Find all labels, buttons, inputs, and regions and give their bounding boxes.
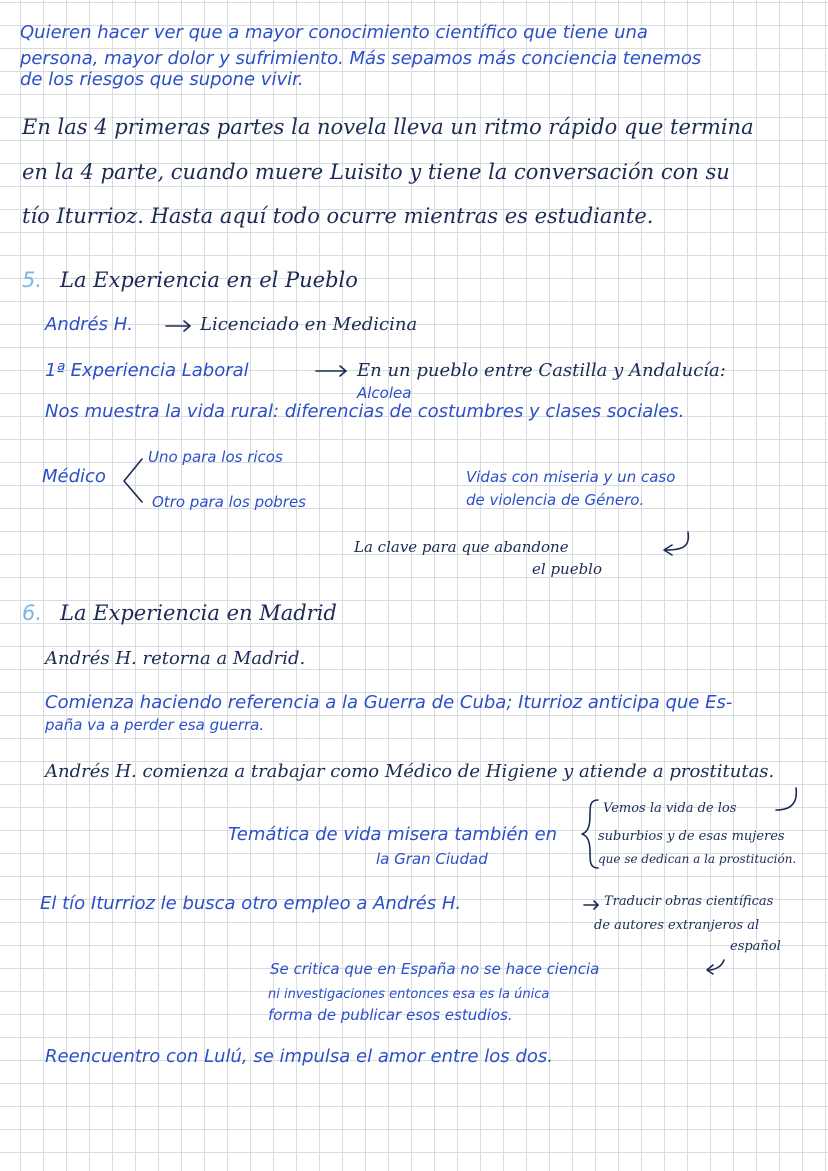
medico-ricos: Uno para los ricos: [148, 448, 283, 466]
section-5-title: La Experiencia en el Pueblo: [60, 268, 358, 292]
arrow-right-icon: [166, 321, 190, 331]
clave-line-1: La clave para que abandone: [354, 538, 569, 556]
summary-line-3: tío Iturrioz. Hasta aquí todo ocurre mientras es estudiante.: [22, 204, 654, 228]
tematica-line-2: la Gran Ciudad: [376, 850, 488, 868]
critica-line-3: forma de publicar esos estudios.: [268, 1006, 513, 1024]
rural-life-text: Nos muestra la vida rural: diferencias de costumbres y clases sociales.: [45, 401, 685, 422]
vemos-line-2: suburbios y de esas mujeres: [598, 829, 785, 844]
summary-line-1: En las 4 primeras partes la novela lleva un ritmo rápido que termina: [22, 115, 754, 139]
medico-label: Médico: [42, 466, 106, 487]
traducir-line-2: de autores extranjeros al: [594, 918, 760, 933]
intro-line-1: Quieren hacer ver que a mayor conocimiento científico que tiene una: [20, 22, 648, 43]
arrow-right-icon: [316, 366, 346, 376]
miseria-line-2: de violencia de Género.: [466, 491, 645, 509]
reencuentro-text: Reencuentro con Lulú, se impulsa el amor entre los dos.: [45, 1046, 553, 1067]
section-5-number: 5.: [22, 268, 43, 292]
curved-arrow-icon: [708, 960, 724, 970]
angle-bracket-icon: [124, 459, 142, 502]
item-pueblo-text: En un pueblo entre Castilla y Andalucía:: [357, 360, 726, 381]
curly-brace-icon: [582, 800, 598, 868]
miseria-line-1: Vidas con miseria y un caso: [466, 468, 676, 486]
item-licenciado-text: Licenciado en Medicina: [200, 314, 418, 335]
pueblo-name: Alcolea: [357, 384, 412, 402]
item-andres-label: Andrés H.: [45, 314, 133, 335]
traducir-line-3: español: [730, 939, 781, 954]
critica-line-1: Se critica que en España no se hace ciencia: [270, 960, 600, 978]
traducir-line-1: Traducir obras científicas: [604, 894, 774, 909]
clave-line-2: el pueblo: [532, 560, 603, 578]
empleo-text: El tío Iturrioz le busca otro empleo a Andrés H.: [40, 893, 462, 914]
item-experiencia-label: 1ª Experiencia Laboral: [45, 360, 249, 381]
guerra-line-2: paña va a perder esa guerra.: [45, 716, 265, 734]
curved-arrow-icon: [776, 788, 796, 810]
critica-line-2: ni investigaciones entonces esa es la única: [268, 987, 550, 1002]
section-6-title: La Experiencia en Madrid: [60, 601, 337, 625]
vemos-line-1: Vemos la vida de los: [603, 801, 737, 816]
tematica-line-1: Temática de vida misera también en: [228, 824, 558, 845]
intro-line-3: de los riesgos que supone vivir.: [20, 69, 304, 90]
summary-line-2: en la 4 parte, cuando muere Luisito y tiene la conversación con su: [22, 160, 730, 184]
trabajo-text: Andrés H. comienza a trabajar como Médico de Higiene y atiende a prostitutas.: [45, 761, 775, 782]
arrow-right-icon: [584, 901, 598, 909]
intro-line-2: persona, mayor dolor y sufrimiento. Más sepamos más conciencia tenemos: [20, 48, 702, 69]
vemos-line-3: que se dedican a la prostitución.: [598, 852, 797, 866]
retorna-text: Andrés H. retorna a Madrid.: [45, 648, 306, 669]
medico-pobres: Otro para los pobres: [152, 493, 306, 511]
section-6-number: 6.: [22, 601, 43, 625]
guerra-line-1: Comienza haciendo referencia a la Guerra de Cuba; Iturrioz anticipa que Es-: [45, 692, 733, 713]
